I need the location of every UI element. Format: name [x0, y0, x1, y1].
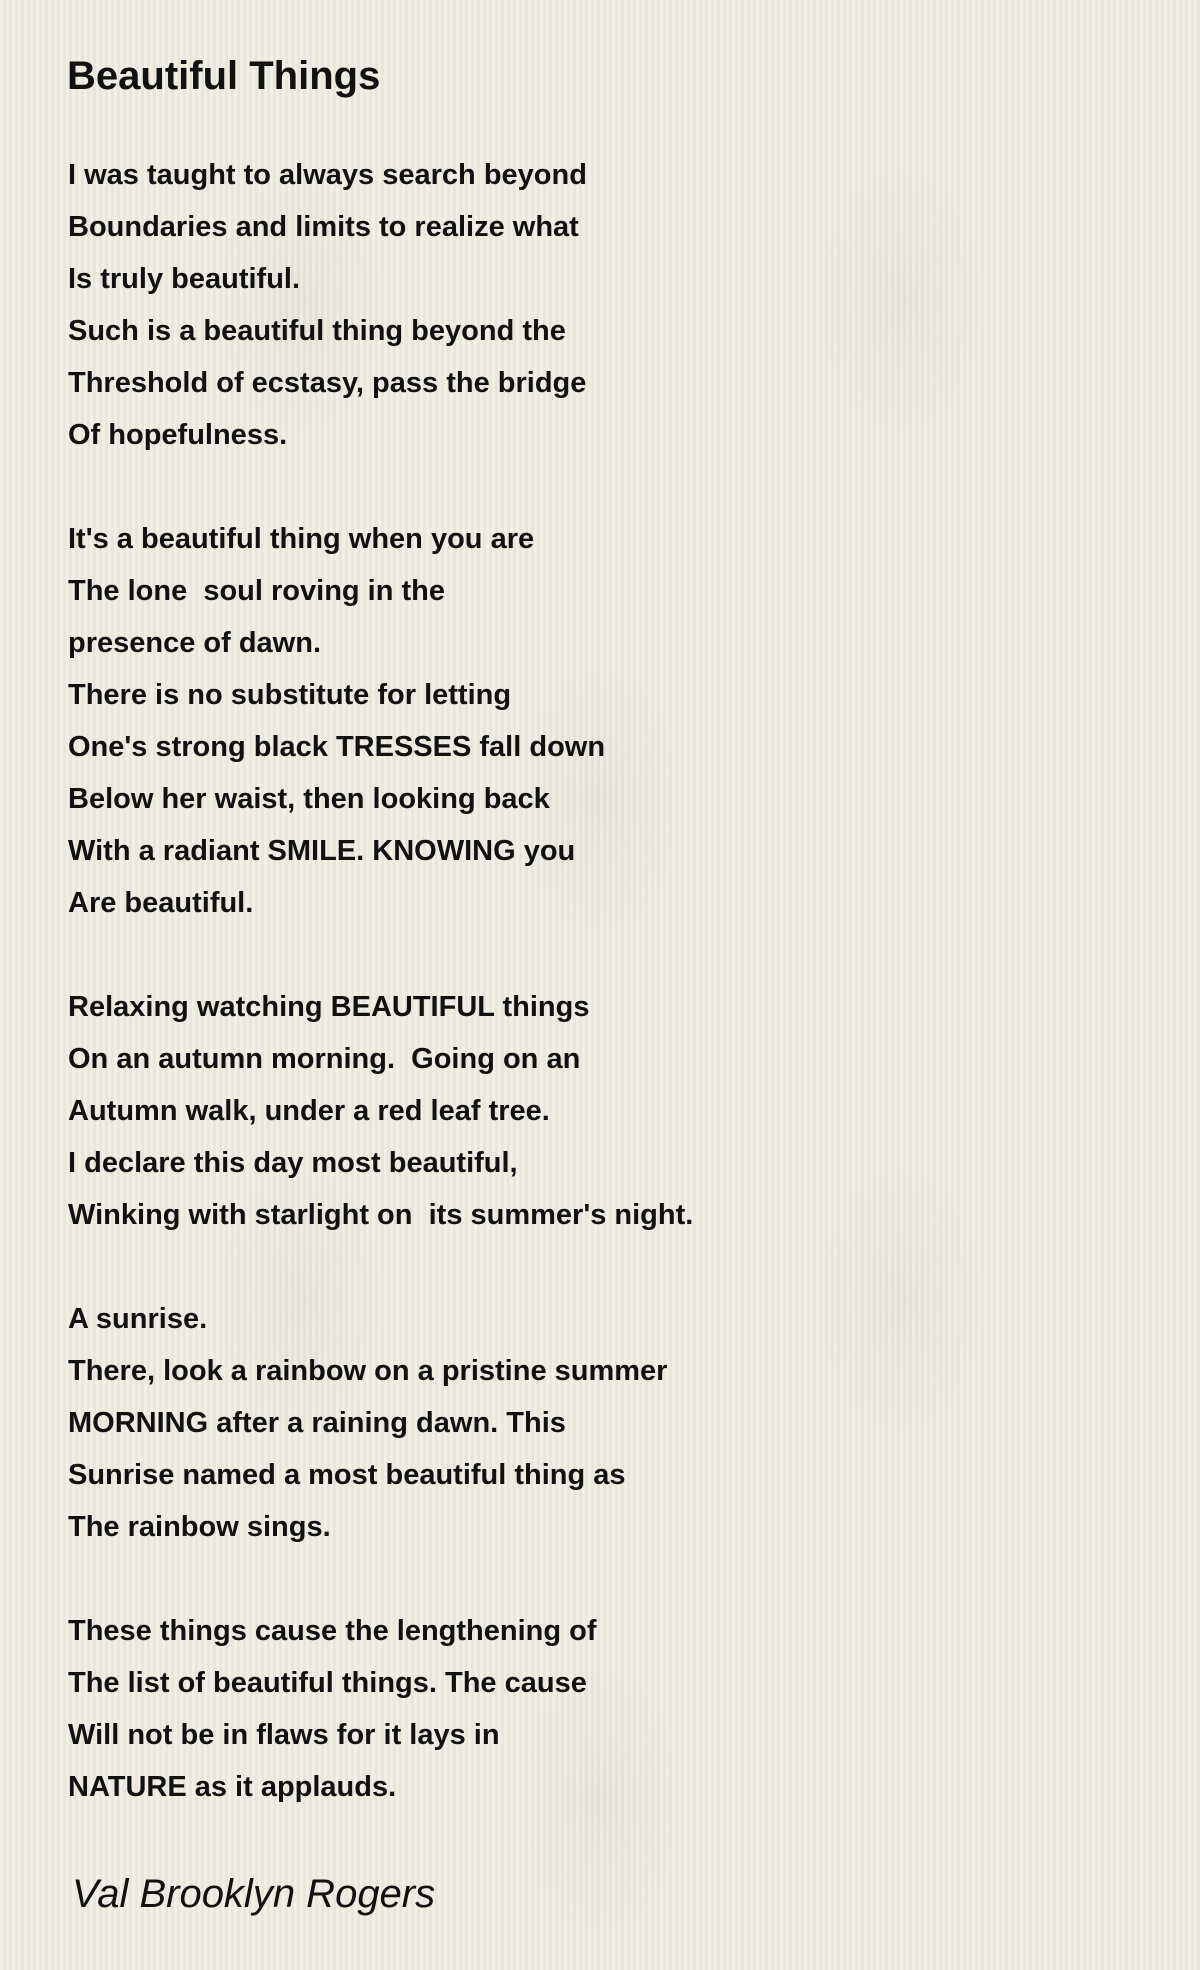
poem-line: Is truly beautiful. [68, 263, 301, 295]
poem-line: MORNING after a raining dawn. This [68, 1407, 566, 1439]
stanza-break [68, 929, 693, 981]
poem-line: A sunrise. [68, 1303, 208, 1335]
poem-line: The lone soul roving in the [68, 575, 446, 607]
poem-line: presence of dawn. [68, 627, 322, 659]
poem-line: Winking with starlight on its summer's night. [68, 1199, 694, 1231]
poem-line: With a radiant SMILE. KNOWING you [68, 835, 576, 867]
poem-line: Are beautiful. [68, 887, 254, 919]
poem-line: Sunrise named a most beautiful thing as [68, 1459, 626, 1491]
poem-line: The list of beautiful things. The cause [68, 1667, 587, 1699]
poem-line: There is no substitute for letting [68, 679, 512, 711]
poem-line: Threshold of ecstasy, pass the bridge [68, 367, 587, 399]
poem-line: Below her waist, then looking back [68, 783, 550, 815]
poem-line: There, look a rainbow on a pristine summer [68, 1355, 668, 1387]
poem-line: One's strong black TRESSES fall down [68, 731, 606, 763]
poem-line: Autumn walk, under a red leaf tree. [68, 1095, 550, 1127]
poem-line: Boundaries and limits to realize what [68, 211, 579, 243]
stanza-break [68, 1241, 693, 1293]
poem-line: I declare this day most beautiful, [68, 1147, 518, 1179]
poem-body [68, 149, 693, 1813]
poem-line: On an autumn morning. Going on an [68, 1043, 581, 1075]
stanza-break [68, 1553, 693, 1605]
poem-author: Val Brooklyn Rogers [72, 1872, 436, 1916]
poem-line: Relaxing watching BEAUTIFUL things [68, 991, 590, 1023]
poem-line: Will not be in flaws for it lays in [68, 1719, 500, 1751]
stanza-break [68, 461, 693, 513]
poem-line: Such is a beautiful thing beyond the [68, 315, 566, 347]
poem-title: Beautiful Things [67, 54, 381, 98]
poem-line: Of hopefulness. [68, 419, 288, 451]
poem-line: These things cause the lengthening of [68, 1615, 597, 1647]
poem-line: The rainbow sings. [68, 1511, 331, 1543]
poem-line: It's a beautiful thing when you are [68, 523, 535, 555]
poem-line: NATURE as it applauds. [68, 1771, 397, 1803]
poem-line: I was taught to always search beyond [68, 159, 587, 191]
